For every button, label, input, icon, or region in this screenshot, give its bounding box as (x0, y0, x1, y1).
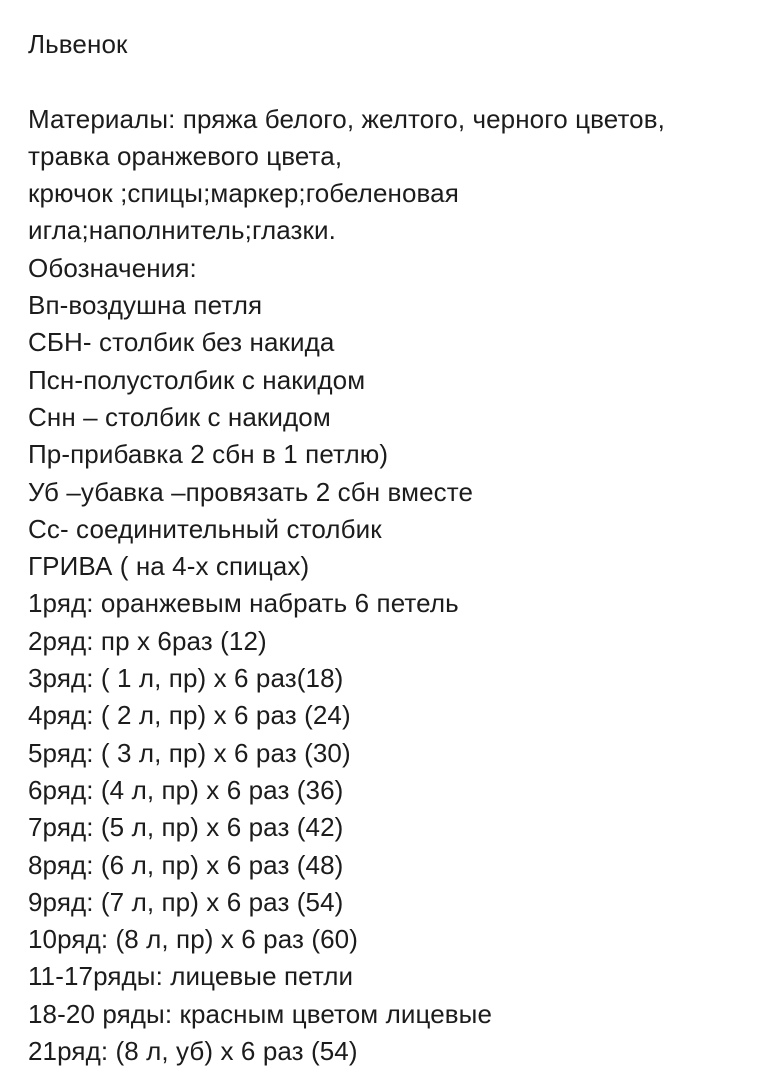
row-instruction: 21ряд: (8 л, уб) х 6 раз (54) (28, 1036, 358, 1067)
legend-item-pr: Пр-прибавка 2 сбн в 1 петлю) (28, 439, 389, 470)
legend-heading: Обозначения: (28, 252, 197, 283)
materials-line-4: игла;наполнитель;глазки. (28, 215, 336, 246)
document-title: Львенок (28, 29, 128, 59)
row-instruction: 5ряд: ( 3 л, пр) х 6 раз (30) (28, 737, 351, 768)
row-instruction: 9ряд: (7 л, пр) х 6 раз (54) (28, 886, 344, 917)
legend-item-snn: Снн – столбик с накидом (28, 401, 331, 432)
row-instruction: 11-17ряды: лицевые петли (28, 961, 354, 992)
row-instruction: 2ряд: пр х 6раз (12) (28, 625, 267, 656)
legend-item-ss: Сс- соединительный столбик (28, 513, 382, 544)
row-instruction: 18-20 ряды: красным цветом лицевые (28, 998, 493, 1029)
row-instruction: 10ряд: (8 л, пр) х 6 раз (60) (28, 924, 358, 955)
row-instruction: 8ряд: (6 л, пр) х 6 раз (48) (28, 849, 344, 880)
legend-item-ub: Уб –убавка –провязать 2 сбн вместе (28, 476, 474, 507)
row-instruction: 6ряд: (4 л, пр) х 6 раз (36) (28, 774, 344, 805)
legend-item-sbn: СБН- столбик без накида (28, 327, 335, 358)
materials-line-3: крючок ;спицы;маркер;гобеленовая (28, 178, 459, 209)
row-instruction: 4ряд: ( 2 л, пр) х 6 раз (24) (28, 700, 351, 731)
legend-item-psn: Псн-полустолбик с накидом (28, 364, 366, 395)
row-instruction: 1ряд: оранжевым набрать 6 петель (28, 588, 459, 619)
document-body (28, 26, 755, 1070)
materials-line-1: Материалы: пряжа белого, желтого, черного цветов, (28, 103, 665, 134)
materials-line-2: травка оранжевого цвета, (28, 140, 343, 171)
row-instruction: 3ряд: ( 1 л, пр) х 6 раз(18) (28, 663, 344, 694)
legend-item-vp: Вп-воздушна петля (28, 290, 263, 321)
section-heading-mane: ГРИВА ( на 4-х спицах) (28, 551, 310, 582)
row-instruction: 7ряд: (5 л, пр) х 6 раз (42) (28, 812, 344, 843)
